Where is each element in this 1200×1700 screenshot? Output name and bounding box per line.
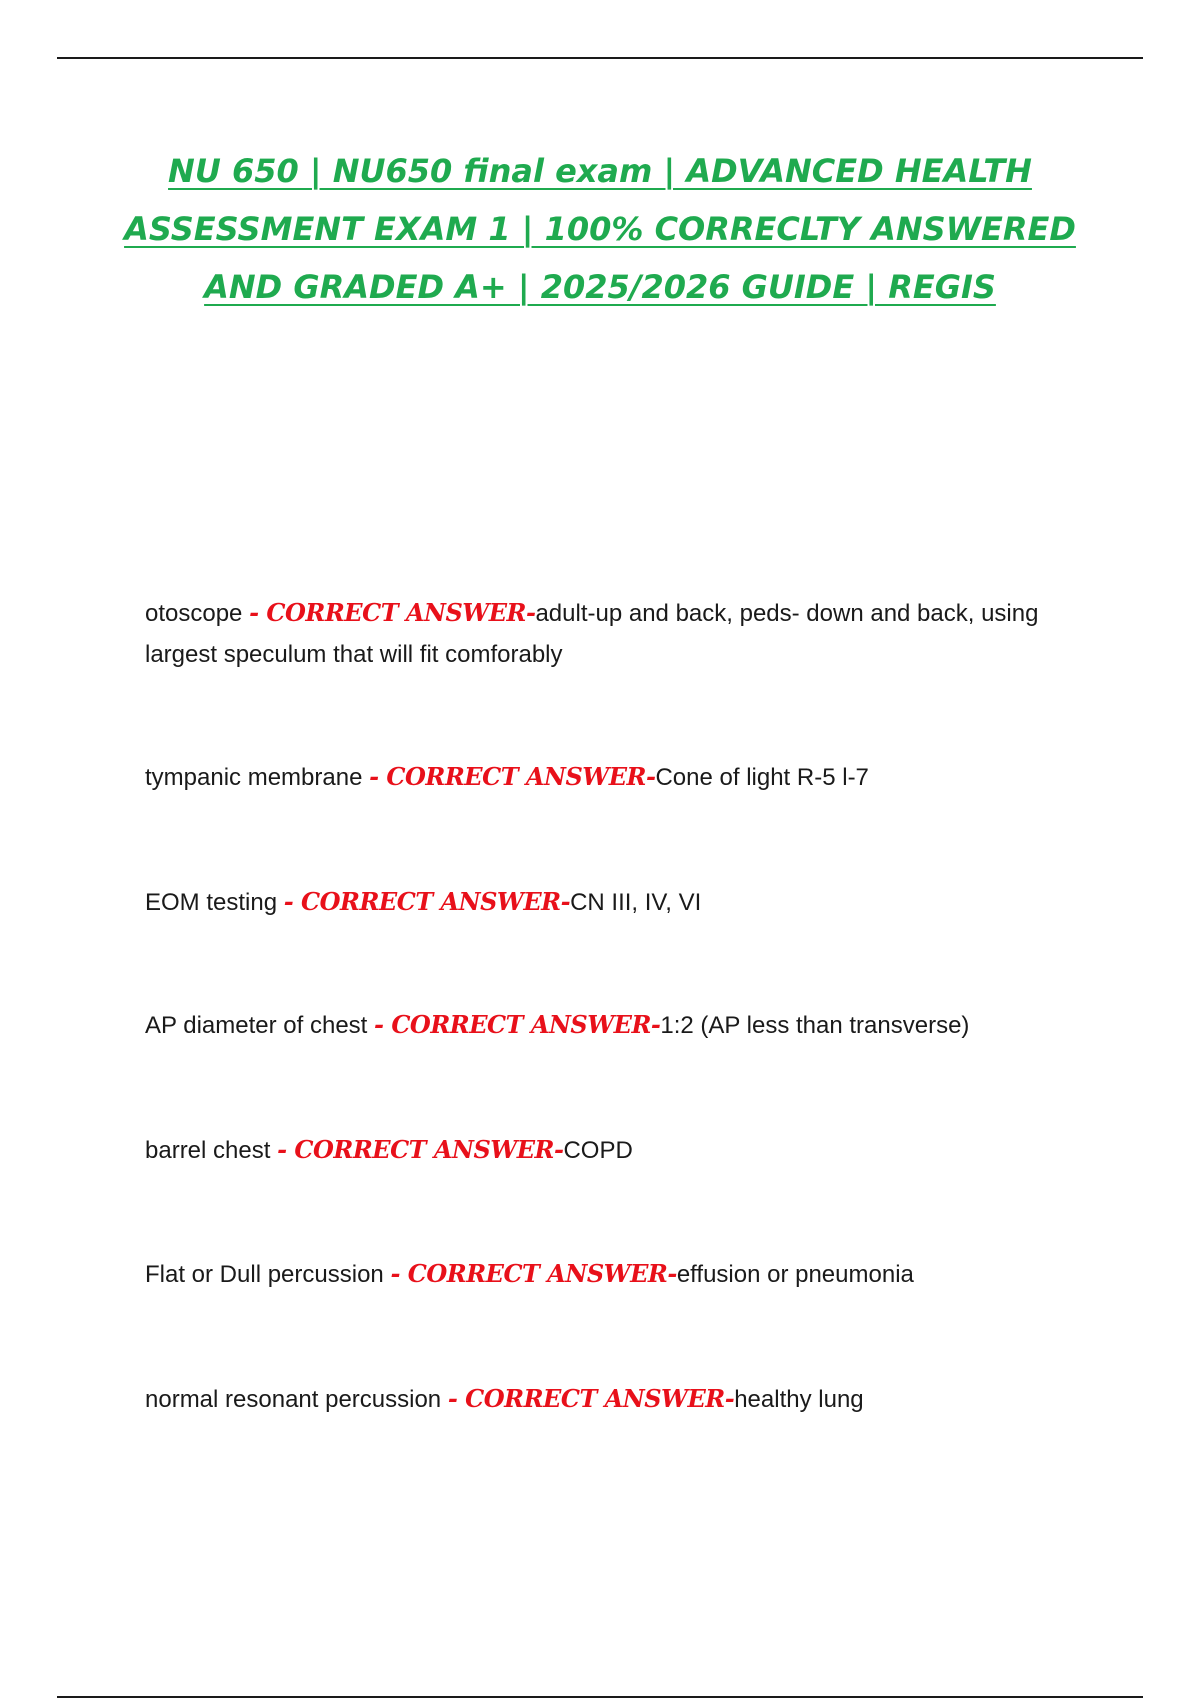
qa-answer: CN III, IV, VI <box>570 889 702 916</box>
title-line-2: ASSESSMENT EXAM 1 | 100% CORRECLTY ANSWERED <box>124 210 1076 248</box>
qa-item-barrel-chest <box>145 1129 1085 1171</box>
correct-answer-separator: - CORRECT ANSWER- <box>249 598 536 627</box>
qa-term: tympanic membrane <box>145 764 370 791</box>
qa-item-flat-dull-percussion <box>145 1253 1085 1295</box>
correct-answer-separator: - CORRECT ANSWER- <box>374 1010 661 1039</box>
qa-item-ap-diameter <box>145 1004 1085 1046</box>
correct-answer-separator: - CORRECT ANSWER- <box>390 1259 677 1288</box>
qa-answer: 1:2 (AP less than transverse) <box>660 1012 970 1039</box>
qa-item-tympanic-membrane <box>145 756 1085 798</box>
document-title <box>120 142 1080 316</box>
qa-item-eom-testing <box>145 881 1085 923</box>
correct-answer-separator: - CORRECT ANSWER- <box>277 1135 564 1164</box>
qa-term: normal resonant percussion <box>145 1386 448 1413</box>
qa-term: barrel chest <box>145 1137 278 1164</box>
qa-term: AP diameter of chest <box>145 1012 375 1039</box>
title-line-3: AND GRADED A+ | 2025/2026 GUIDE | REGIS <box>204 268 996 306</box>
qa-answer: Cone of light R-5 l-7 <box>655 764 869 791</box>
qa-answer: healthy lung <box>734 1386 864 1413</box>
qa-item-otoscope <box>145 592 1085 675</box>
qa-term: otoscope <box>145 600 250 627</box>
top-rule <box>57 57 1143 59</box>
correct-answer-separator: - CORRECT ANSWER- <box>447 1384 735 1413</box>
correct-answer-separator: - CORRECT ANSWER- <box>369 762 656 791</box>
qa-term: EOM testing <box>145 889 284 916</box>
title-line-1: NU 650 | NU650 final exam | ADVANCED HEALTH <box>168 152 1032 190</box>
qa-item-normal-resonant-percussion <box>145 1378 1085 1420</box>
correct-answer-separator: - CORRECT ANSWER- <box>283 887 571 916</box>
bottom-rule <box>57 1696 1143 1698</box>
qa-answer: adult-up and back, peds- down and back, using largest speculum that will fit comforably <box>145 600 1039 668</box>
qa-answer: COPD <box>563 1137 633 1164</box>
qa-answer: effusion or pneumonia <box>676 1261 914 1288</box>
qa-term: Flat or Dull percussion <box>145 1261 391 1288</box>
